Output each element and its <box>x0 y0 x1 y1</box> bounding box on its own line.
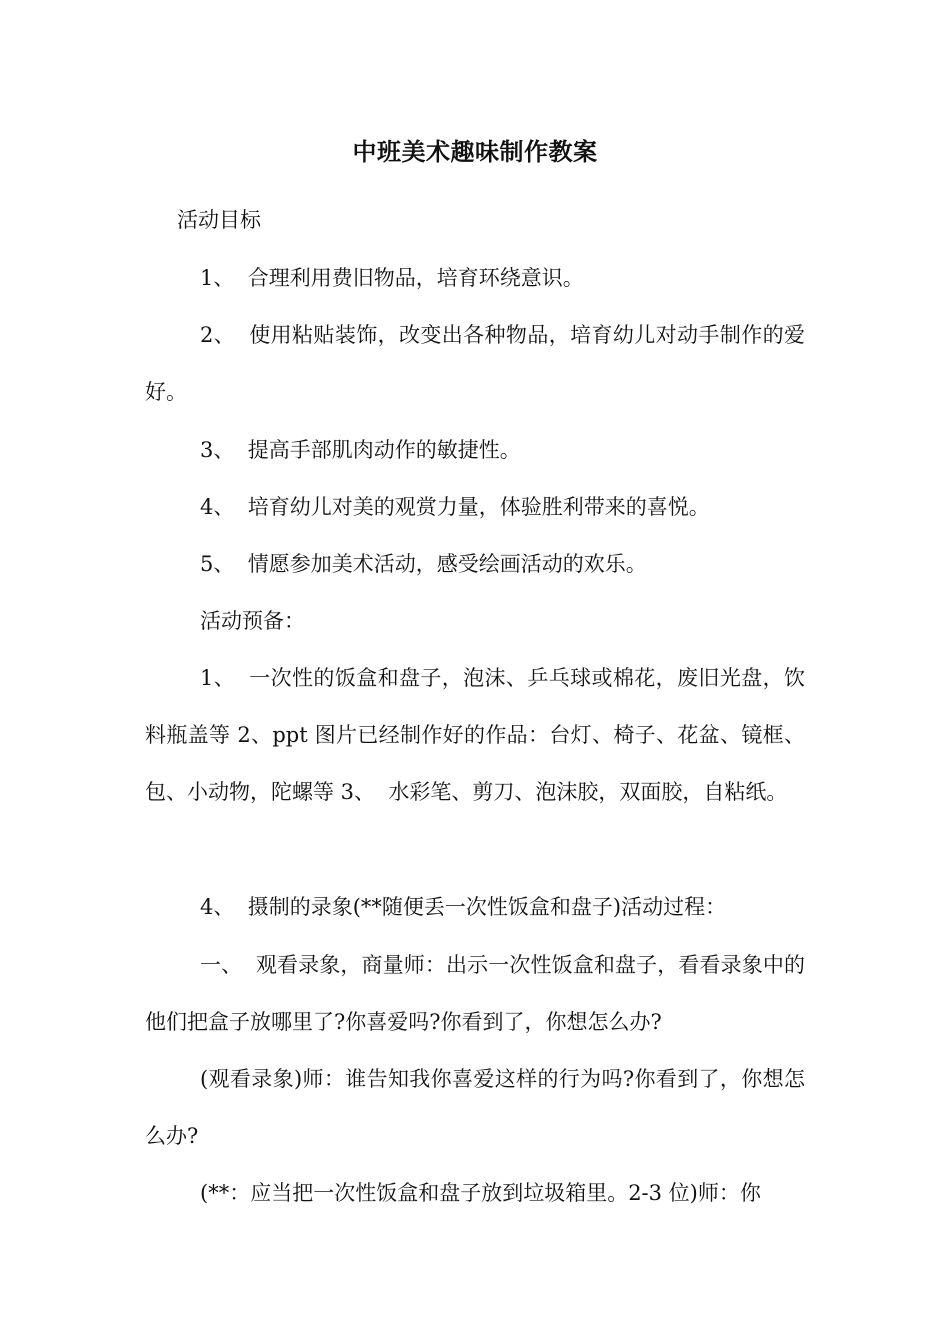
paragraph-process-1: 一、 观看录象，商量师：出示一次性饭盒和盘子，看看录象中的他们把盒子放哪里了?你喜爱吗?你看到了，你想怎么办? <box>145 953 805 1034</box>
paragraph-activity-goals-heading: 活动目标 <box>177 208 261 232</box>
paragraph-goal-4: 4、 培育幼儿对美的观赏力量，体验胜利带来的喜悦。 <box>200 495 710 519</box>
document-title: 中班美术趣味制作教案 <box>352 137 598 166</box>
paragraph-goal-3: 3、 提高手部肌肉动作的敏捷性。 <box>200 438 521 462</box>
paragraph-goal-2: 2、 使用粘贴装饰，改变出各种物品，培育幼儿对动手制作的爱好。 <box>145 323 805 404</box>
paragraph-preparation-heading: 活动预备： <box>200 609 305 633</box>
paragraph-preparation-4: 4、 摄制的录象(**随便丢一次性饭盒和盘子)活动过程： <box>200 895 727 919</box>
paragraph-preparation-1: 1、 一次性的饭盒和盘子，泡沫、乒乓球或棉花，废旧光盘，饮料瓶盖等 2、ppt 图片已经制作好的作品：台灯、椅子、花盆、镜框、包、小动物，陀螺等 3、 水彩笔、剪刀、泡沫胶，双面胶，自粘纸。 <box>145 666 805 804</box>
paragraph-process-note: (**：应当把一次性饭盒和盘子放到垃圾箱里。2-3 位)师：你 <box>200 1181 761 1205</box>
paragraph-process-discussion: (观看录象)师：谁告知我你喜爱这样的行为吗?你看到了，你想怎么办? <box>145 1067 805 1148</box>
paragraph-goal-1: 1、 合理利用费旧物品，培育环绕意识。 <box>200 266 584 290</box>
paragraph-goal-5: 5、 情愿参加美术活动，感受绘画活动的欢乐。 <box>200 552 647 576</box>
